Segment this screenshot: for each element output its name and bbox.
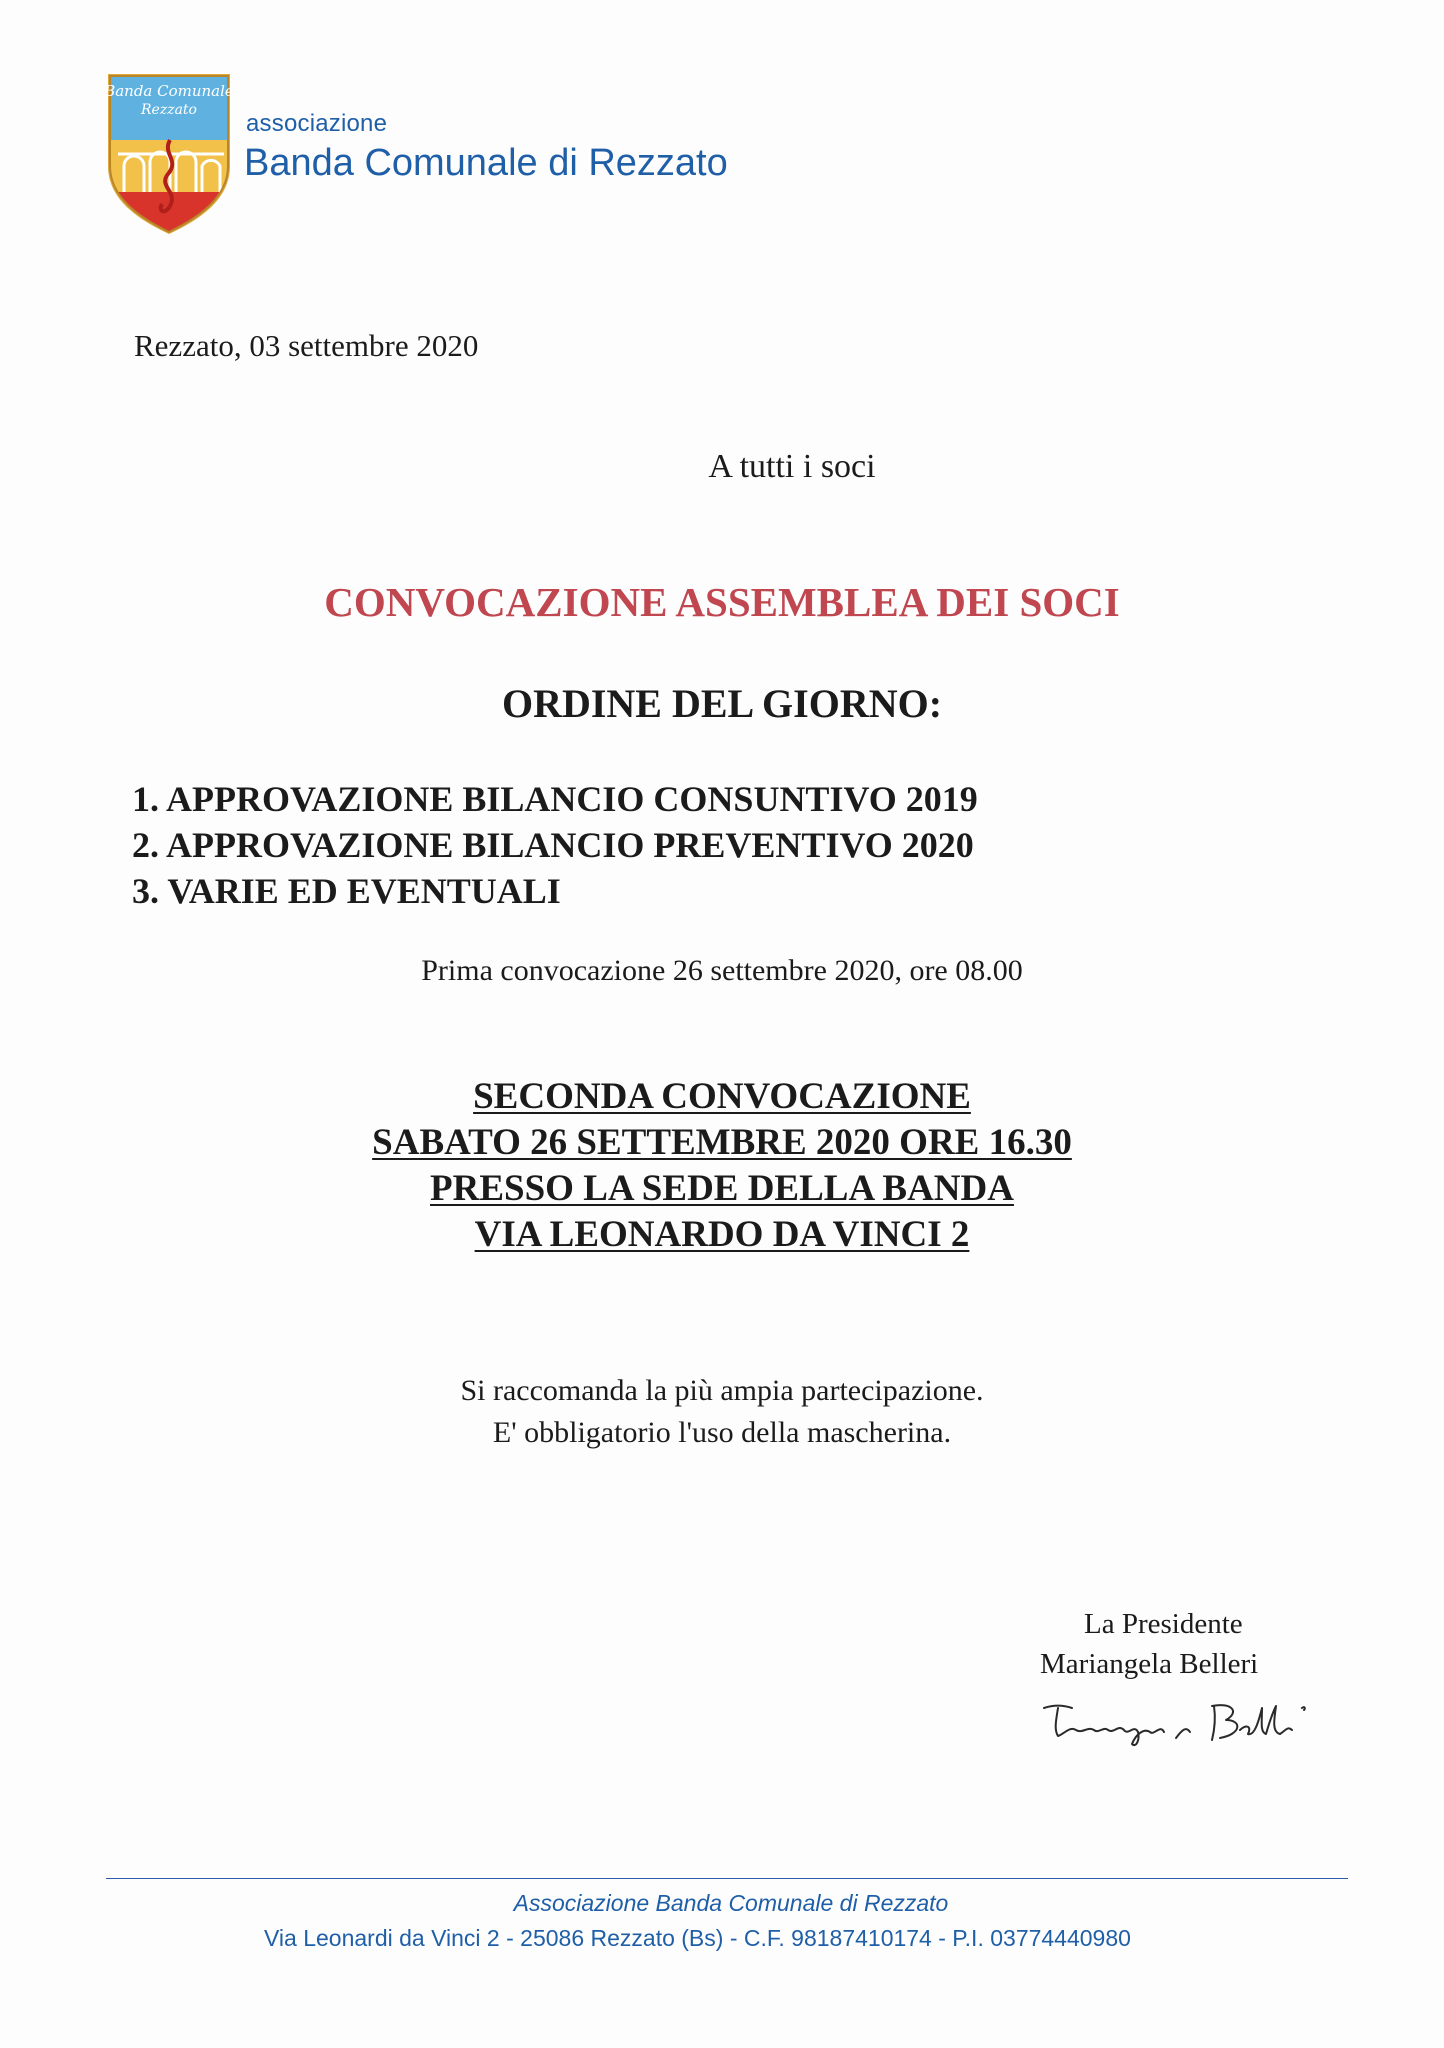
agenda-list (132, 776, 978, 914)
agenda-item: 1. APPROVAZIONE BILANCIO CONSUNTIVO 2019 (132, 779, 978, 819)
agenda-item: 2. APPROVAZIONE BILANCIO PREVENTIVO 2020 (132, 825, 974, 865)
org-kicker: associazione (246, 110, 388, 137)
recommendation (0, 1370, 1444, 1454)
logo-text-line2: Rezzato (141, 102, 197, 118)
handwritten-signature (1036, 1690, 1336, 1750)
recommendation-line: Si raccomanda la più ampia partecipazione. (460, 1374, 984, 1407)
second-call-line: VIA LEONARDO DA VINCI 2 (474, 1214, 970, 1255)
association-logo (104, 70, 234, 236)
agenda-heading: ORDINE DEL GIORNO: (501, 681, 943, 726)
footer-divider (106, 1878, 1348, 1879)
place-date: Rezzato, 03 settembre 2020 (134, 328, 479, 363)
signatory-name: Mariangela Belleri (1040, 1648, 1259, 1680)
second-call-line: PRESSO LA SEDE DELLA BANDA (430, 1168, 1014, 1209)
second-call-line: SABATO 26 SETTEMBRE 2020 ORE 16.30 (372, 1122, 1072, 1163)
agenda-item: 3. VARIE ED EVENTUALI (132, 871, 561, 911)
second-call (0, 1074, 1444, 1258)
first-call: Prima convocazione 26 settembre 2020, ore 08.00 (421, 954, 1023, 987)
recommendation-line: E' obbligatorio l'uso della mascherina. (492, 1416, 952, 1449)
footer-org: Associazione Banda Comunale di Rezzato (513, 1890, 949, 1916)
signatory-role: La Presidente (1084, 1608, 1243, 1640)
document-title: CONVOCAZIONE ASSEMBLEA DEI SOCI (324, 579, 1120, 625)
logo-shield-icon (104, 70, 234, 236)
signature-scribble-icon (1036, 1690, 1336, 1750)
recipients: A tutti i soci (708, 448, 876, 485)
org-name: Banda Comunale di Rezzato (244, 142, 728, 184)
logo-text-line1: Banda Comunale (104, 82, 234, 100)
second-call-line: SECONDA CONVOCAZIONE (473, 1076, 971, 1117)
footer-address: Via Leonardi da Vinci 2 - 25086 Rezzato (Bs) - C.F. 98187410174 - P.I. 03774440980 (264, 1925, 1131, 1951)
